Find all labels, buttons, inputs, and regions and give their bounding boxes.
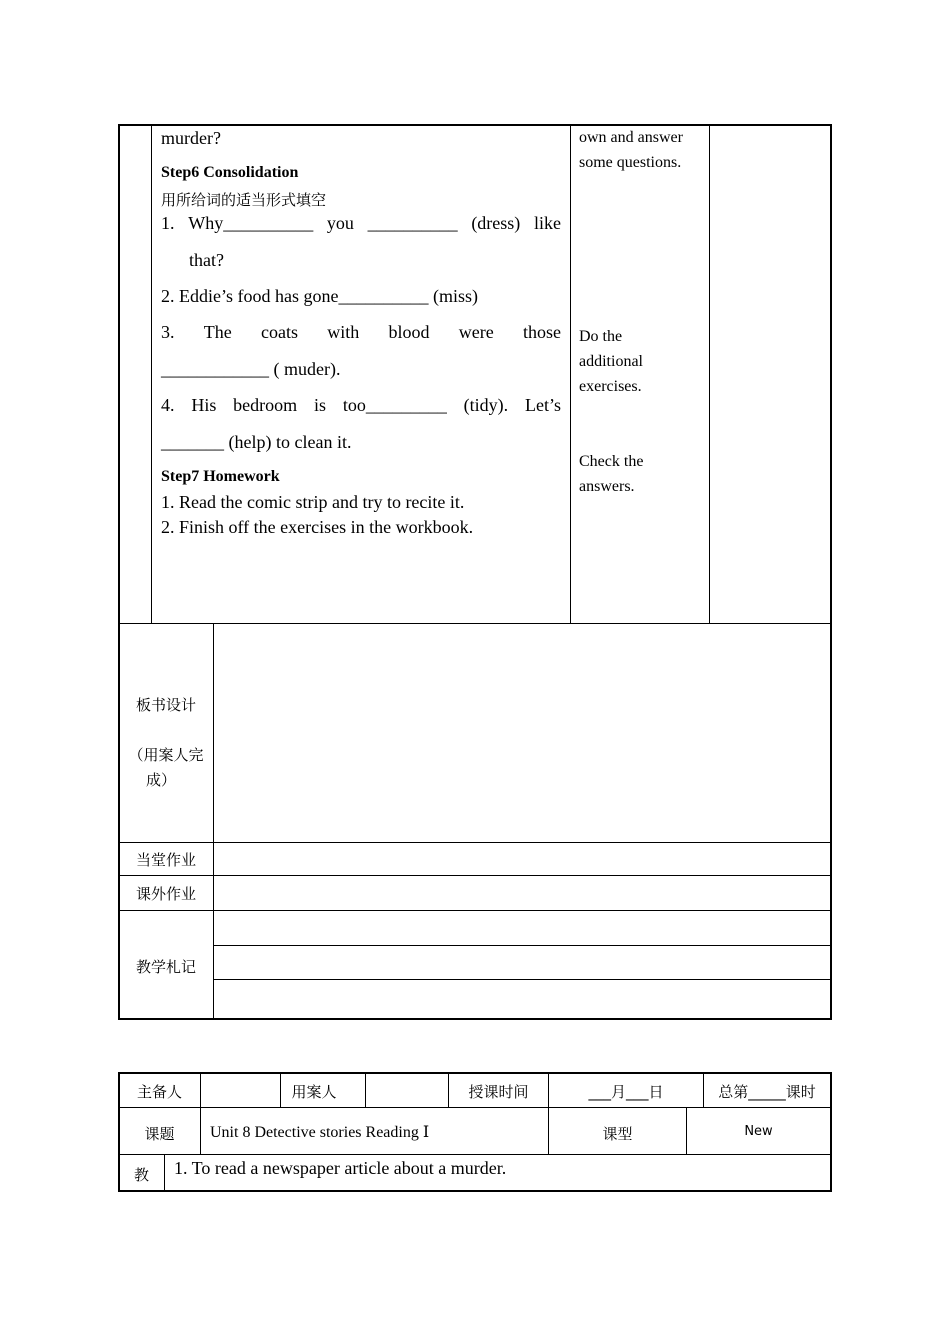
question-3-line2: ____________ ( muder). xyxy=(161,359,341,379)
header-col-1 xyxy=(200,1072,201,1154)
label-col-divider xyxy=(213,623,214,1019)
header-col-teach xyxy=(164,1154,165,1191)
activity-c1: Check the xyxy=(579,453,644,470)
row-divider-after-hw xyxy=(118,875,832,876)
topic-value: Unit 8 Detective stories Reading Ⅰ xyxy=(210,1124,430,1141)
table-border-right xyxy=(830,124,832,1020)
header-row-1-line xyxy=(118,1107,832,1108)
header-border-right xyxy=(830,1072,832,1192)
activity-c2: answers. xyxy=(579,478,635,495)
step6-title: Step6 Consolidation xyxy=(161,164,299,181)
step7-title: Step7 Homework xyxy=(161,468,280,485)
question-1-line2: that? xyxy=(189,250,224,270)
activity-b1: Do the xyxy=(579,328,623,345)
table-border-top xyxy=(118,124,832,126)
teaching-notes-label: 教学札记 xyxy=(135,958,196,976)
homework-1: 1. Read the comic strip and try to recite it. xyxy=(161,492,465,512)
date-value: ___月___日 xyxy=(588,1083,664,1101)
question-1: 1. Why__________ you __________ (dress) like xyxy=(161,213,561,233)
total-lessons-label: 总第_____课时 xyxy=(718,1083,816,1101)
objective-1: 1. To read a newspaper article about a murder. xyxy=(174,1158,507,1178)
header-border-bottom xyxy=(118,1190,832,1192)
lesson-type-value: New xyxy=(744,1124,773,1139)
topic-label: 课题 xyxy=(144,1125,175,1143)
murder-line: murder? xyxy=(161,128,221,148)
header-col-3 xyxy=(365,1072,366,1107)
homework-2: 2. Finish off the exercises in the workbook. xyxy=(161,517,474,537)
class-homework-label: 当堂作业 xyxy=(135,851,196,869)
row-divider-notes xyxy=(118,910,832,911)
board-design-note-2: 成） xyxy=(145,771,176,789)
notes-line-1 xyxy=(213,945,832,946)
row-divider-board xyxy=(118,623,832,624)
header-border-top xyxy=(118,1072,832,1074)
teaching-time-label: 授课时间 xyxy=(468,1083,529,1101)
col-divider-3 xyxy=(709,124,710,624)
notes-line-2 xyxy=(213,979,832,980)
activity-a1: own and answer xyxy=(579,129,683,146)
board-design-note: （用案人完 xyxy=(128,746,204,764)
step6-instruction: 用所给词的适当形式填空 xyxy=(161,191,327,209)
question-4: 4. His bedroom is too_________ (tidy). Let’s xyxy=(161,395,561,415)
activity-a2: some questions. xyxy=(579,154,682,171)
after-class-homework-label: 课外作业 xyxy=(135,885,196,903)
lesson-type-label: 课型 xyxy=(602,1125,633,1143)
row-divider-class-hw xyxy=(118,842,832,843)
question-4-line2: _______ (help) to clean it. xyxy=(161,432,352,452)
col-divider-2 xyxy=(570,124,571,624)
user-label: 用案人 xyxy=(291,1083,337,1101)
preparer-label: 主备人 xyxy=(136,1083,182,1101)
header-row-2-line xyxy=(118,1154,832,1155)
table-border-bottom xyxy=(118,1018,832,1020)
activity-b3: exercises. xyxy=(579,378,642,395)
col-divider-1 xyxy=(151,124,152,624)
board-design-label: 板书设计 xyxy=(135,696,196,714)
question-3: 3. The coats with blood were those xyxy=(161,322,561,342)
question-2: 2. Eddie’s food has gone__________ (miss) xyxy=(161,286,478,306)
activity-b2: additional xyxy=(579,353,643,370)
teach-label: 教 xyxy=(133,1166,149,1184)
